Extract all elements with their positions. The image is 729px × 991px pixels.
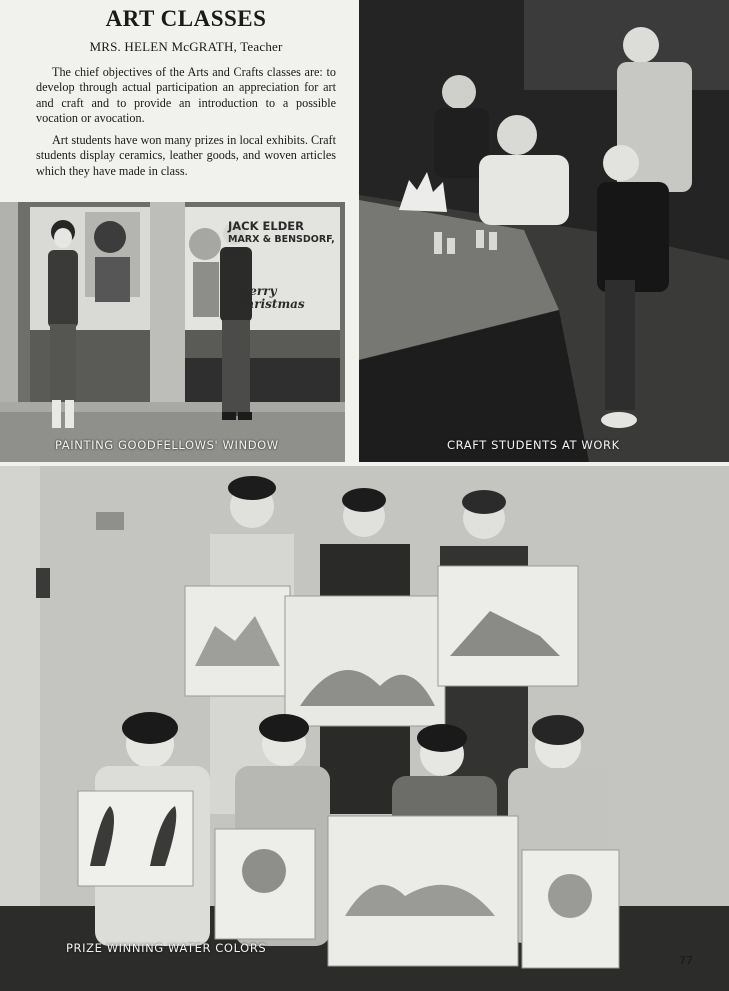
watercolors-photo-illustration	[0, 466, 729, 991]
window-lettering	[228, 220, 345, 311]
caption-painting-window: PAINTING GOODFELLOWS' WINDOW	[55, 438, 279, 452]
page-number: 77	[679, 954, 693, 967]
photo-craft-students	[359, 0, 729, 462]
window-text-line-1: JACK ELDER	[228, 219, 304, 233]
photo-prize-watercolors	[0, 466, 729, 991]
caption-prize-watercolors: PRIZE WINNING WATER COLORS	[66, 941, 267, 955]
window-text-line-2: MARX & BENSDORF, Inc.	[228, 234, 335, 258]
article-paragraph-1: The chief objectives of the Arts and Crafts classes are: to develop through actual participation an appreciation for art and craft and to provide an introduction to a possible vocation or avocation.	[36, 65, 336, 125]
photo-painting-window	[0, 202, 345, 462]
article-text-block	[36, 6, 336, 186]
caption-craft-students: CRAFT STUDENTS AT WORK	[447, 438, 620, 452]
article-paragraph-2: Art students have won many prizes in local exhibits. Craft students display ceramics, leather goods, and woven articles which they have made in class.	[36, 133, 336, 178]
article-title: ART CLASSES	[105, 6, 267, 31]
craft-photo-illustration	[359, 0, 729, 462]
article-teacher: MRS. HELEN McGRATH, Teacher	[89, 39, 283, 54]
window-text-line-3: Merry Christmas	[236, 284, 305, 311]
